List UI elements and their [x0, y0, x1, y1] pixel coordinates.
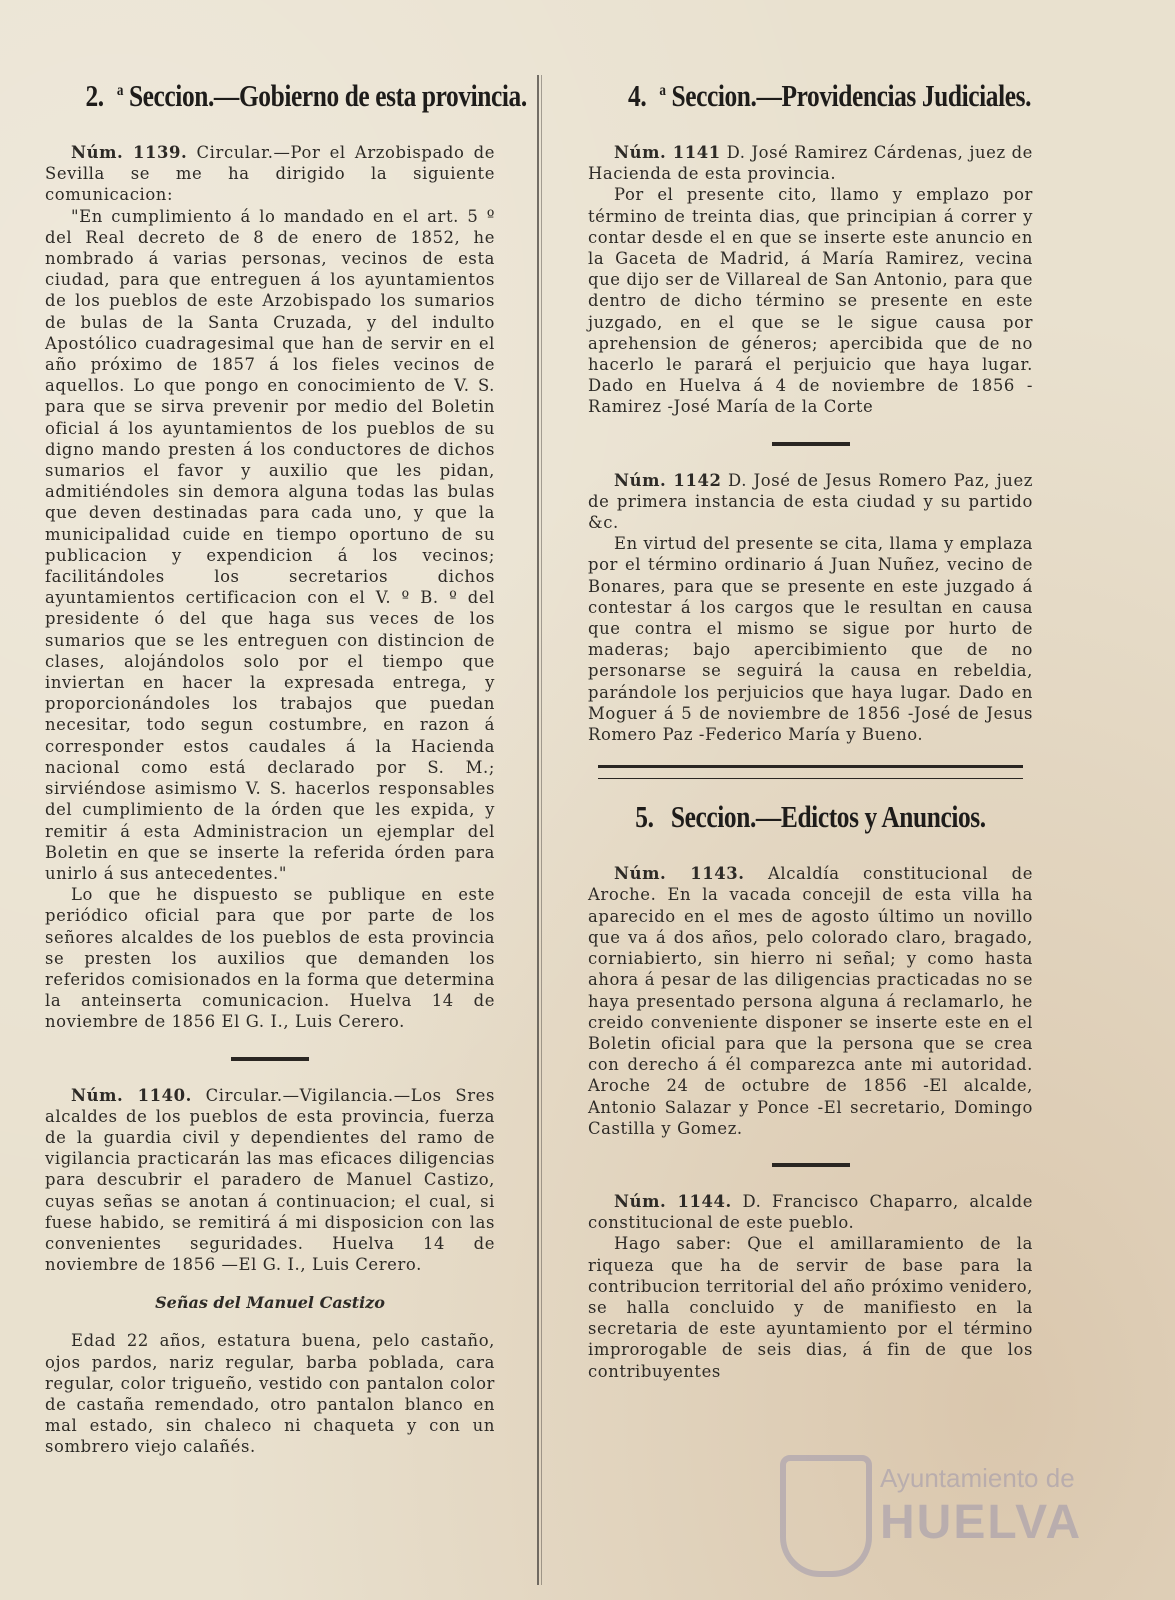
- section-separator: [598, 765, 1023, 779]
- section-number: 5.: [635, 799, 654, 835]
- section-title: Seccion.—Providencias Judiciales.: [671, 78, 1032, 113]
- entry-number: Núm. 1144.: [614, 1191, 732, 1211]
- column-divider: [537, 75, 539, 1585]
- entry-1144-body: Hago saber: Que el amillaramiento de la riqueza que ha de servir de base para la contribucion territorial del año próximo venidero, se halla concluido y de manifiesto en la secretaria de este ayuntamiento por el término improrogable de seis dias, á fin de que los contribuyentes: [588, 1234, 1033, 1381]
- watermark-line2: HUELVA: [880, 1496, 1083, 1549]
- separator: [772, 1163, 850, 1167]
- section-2-heading: [85, 78, 527, 114]
- section-number-sup: a: [116, 81, 124, 99]
- section-4-heading: [628, 78, 1032, 114]
- section-number: 2.: [85, 78, 104, 113]
- entry-1142-intro: [588, 470, 1033, 534]
- column-divider-thin: [541, 75, 542, 1585]
- entry-intro-text: Circular.—Por el Arzobispado de Sevilla se me ha dirigido la siguiente comunicacion:: [45, 143, 495, 205]
- section-title: Seccion.—Gobierno de esta provincia.: [128, 78, 527, 113]
- entry-number: Núm. 1143.: [614, 864, 745, 884]
- section-number-sup: a: [659, 81, 666, 99]
- entry-1143-body: [588, 863, 1033, 1139]
- entry-1139-body: "En cumplimiento á lo mandado en el art. 5 º del Real decreto de 8 de enero de 1852, he nombrado á varias personas, vecinos de esta ciudad, para que entreguen á los ayuntamientos de los pueblos de este Arzobispado los sumarios de bulas de la Santa Cruzada, y del indulto Apostólico cuadragesimal que han de servir en el año próximo de 1857 á los fieles vecinos de aquellos. Lo que pongo en conocimiento de V. S. para que se sirva prevenir por medio del Boletin oficial á los ayuntamientos de los pueblos de su digno mando presten á los conductores de dichos sumarios el favor y auxilio que les pidan, admitiéndoles sin demora alguna todas las bulas que deven destinadas para cada uno, y que la municipalidad cuide en tiempo oportuno de su publicacion y expendicion á los vecinos; facilitándoles los secretarios dichos ayuntamientos certificacion con el V. º B. º del presidente ó del que haga sus veces de los sumarios que se les entreguen con distincion de clases, alojándolos solo por el tiempo que inviertan en hacer la expresada entrega, y proporcionándoles los trabajos que puedan necesitar, todo segun costumbre, en razon á corresponder estos caudales á la Hacienda nacional como está declarado por S. M.; sirviéndose asimismo V. S. hacerlos responsables del cumplimiento de la órden que les expida, y remitir á esta Administracion un ejemplar del Boletin en que se inserte la referida órden para unirlo á sus antecedentes.": [45, 206, 495, 883]
- entry-1140-description: Edad 22 años, estatura buena, pelo castaño, ojos pardos, nariz regular, barba poblada, cara regular, color trigueño, vestido con pantalon color de castaña remendado, otro pantalon blanco en mal estado, sin chaleco ni chaqueta y con un sombrero viejo calañés.: [45, 1331, 495, 1457]
- entry-body-text: Circular.—Vigilancia.—Los Sres alcaldes de los pueblos de esta provincia, fuerza de la guardia civil y dependientes del ramo de vigilancia practicarán las mas eficaces diligencias para descubrir el paradero de Manuel Castizo, cuyas señas se anotan á continuacion; el cual, si fuese habido, se remitirá á mi disposicion con las convenientes seguridades. Huelva 14 de noviembre de 1856 —El G. I., Luis Cerero.: [45, 1085, 495, 1275]
- section-5-heading: [628, 799, 993, 835]
- entry-number: Núm. 1142: [614, 470, 722, 490]
- section-title: Seccion.—Edictos y Anuncios.: [670, 799, 986, 835]
- right-column: [588, 70, 1033, 1382]
- entry-intro-text: D. Francisco Chaparro, alcalde constitucional de este pueblo.: [588, 1191, 1034, 1233]
- entry-intro-text: D. José Ramirez Cárdenas, juez de Hacienda de esta provincia.: [588, 143, 1033, 184]
- entry-number: Núm. 1140.: [71, 1085, 192, 1105]
- shield-icon: [780, 1455, 872, 1577]
- entry-1144-intro: [588, 1191, 1033, 1233]
- entry-1140-subheading: Señas del Manuel Castizo: [155, 1293, 385, 1313]
- entry-1141: [588, 142, 1033, 418]
- entry-1144: [588, 1191, 1033, 1382]
- entry-number: Núm. 1139.: [71, 143, 188, 162]
- entry-1142-body: En virtud del presente se cita, llama y emplaza por el término ordinario á Juan Nuñez, vecino de Bonares, para que se presente en este juzgado á contestar á los cargos que le resultan en causa que contra el mismo se sigue por hurto de maderas; bajo apercibimiento que de no personarse se seguirá la causa en rebeldia, parándole los perjuicios que haya lugar. Dado en Moguer á 5 de noviembre de 1856 -José de Jesus Romero Paz -Federico María y Bueno.: [588, 534, 1033, 745]
- entry-1142: [588, 470, 1033, 746]
- entry-body-text: Alcaldía constitucional de Aroche. En la vacada concejil de esta villa ha aparecido en el mes de agosto último un novillo que va á dos años, pelo colorado claro, bragado, corniabierto, sin hierro ni señal; y como hasta ahora á pesar de las diligencias practicadas no se haya presentado persona alguna á reclamarlo, he creido conveniente disponer se inserte este en el Boletin oficial para que la persona que se crea con derecho á él comparezca ante mi autoridad. Aroche 24 de octubre de 1856 -El alcalde, Antonio Salazar y Ponce -El secretario, Domingo Castilla y Gomez.: [588, 864, 1034, 1138]
- entry-1139: [45, 142, 495, 1033]
- separator: [772, 442, 850, 446]
- watermark-line1: Ayuntamiento de: [880, 1463, 1075, 1493]
- entry-1139-intro: [45, 142, 495, 206]
- entry-1139-closing: Lo que he dispuesto se publique en este periódico oficial para que por parte de los señores alcaldes de los pueblos de esta provincia se presten los auxilios que demanden los referidos comisionados en la forma que determina la anteinserta comunicacion. Huelva 14 de noviembre de 1856 El G. I., Luis Cerero.: [45, 885, 495, 1032]
- archive-watermark: [760, 1455, 1090, 1575]
- entry-1141-intro: [588, 142, 1033, 184]
- separator: [231, 1057, 309, 1061]
- entry-1143: [588, 863, 1033, 1139]
- entry-1140-body: [45, 1085, 495, 1276]
- entry-1140: [45, 1085, 495, 1458]
- entry-intro-text: D. José de Jesus Romero Paz, juez de primera instancia de esta ciudad y su partido &c.: [588, 470, 1033, 533]
- section-number: 4.: [628, 78, 647, 113]
- left-column: [45, 70, 527, 1458]
- entry-1141-body: Por el presente cito, llamo y emplazo por término de treinta dias, que principian á correr y contar desde el en que se inserte este anuncio en la Gaceta de Madrid, á María Ramirez, vecina que dijo ser de Villareal de San Antonio, para que dentro de dicho término se presente en este juzgado, en el que se le sigue causa por aprehension de géneros; apercibida que de no hacerlo le parará el perjuicio que haya lugar. Dado en Huelva á 4 de noviembre de 1856 -Ramirez -José María de la Corte: [588, 185, 1033, 417]
- entry-number: Núm. 1141: [614, 143, 721, 162]
